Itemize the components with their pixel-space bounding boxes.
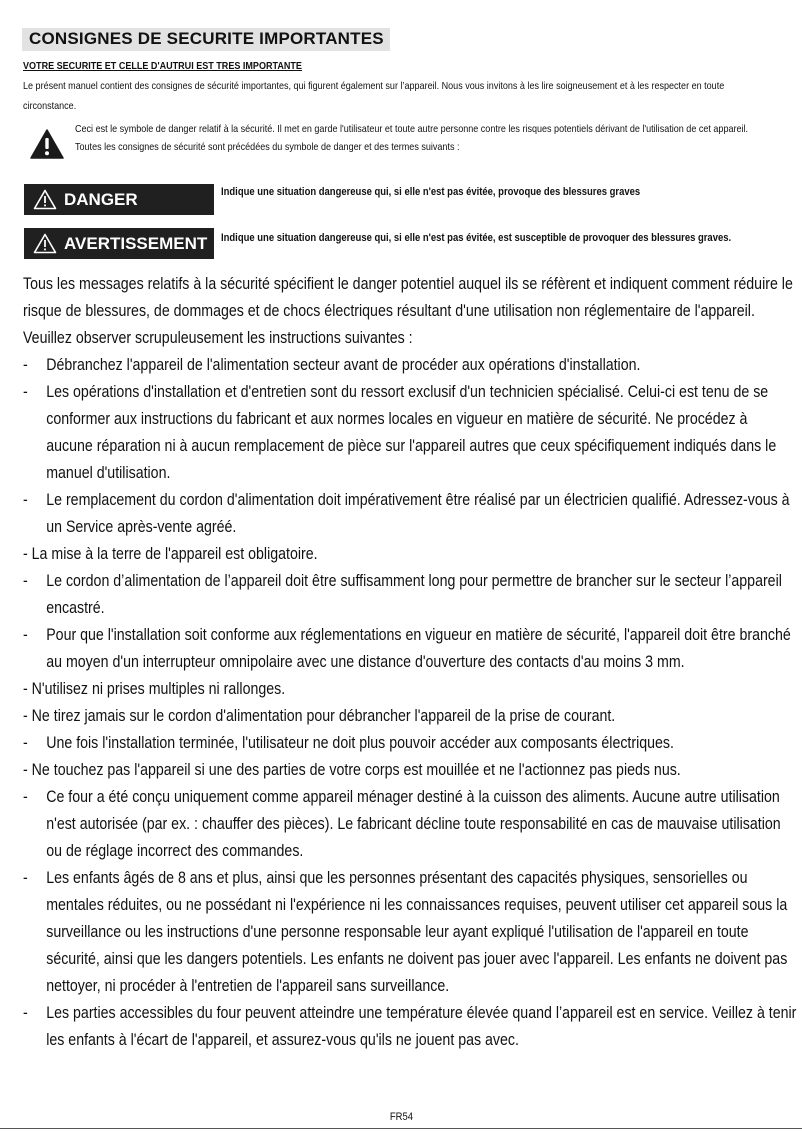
list-item-text: Le cordon d’alimentation de l’appareil doit être suffisamment long pour permettre de brancher sur le secteur l’appareil encastré. — [46, 572, 782, 617]
list-item-text: Les enfants âgés de 8 ans et plus, ainsi que les personnes présentant des capacités physiques, sensorielles ou mentales réduites, ou ne possédant ni l'expérience ni les connaissances requises, peuvent utiliser cet appareil sous la surveillance ou les instructions d'une personne responsable leur ayant expliqué l'utilisation de l'appareil en toute sécurité, ainsi que les dangers potentiels. Les enfants ne doivent pas jouer avec l'appareil. Les enfants ne doivent pas nettoyer, ni procéder à l'entretien de l'appareil sans surveillance. — [46, 869, 788, 995]
list-item — [23, 865, 797, 1000]
danger-description: Indique une situation dangereuse qui, si elle n'est pas évitée, provoque des blessures graves — [221, 186, 641, 198]
list-item-text: Une fois l'installation terminée, l'utilisateur ne doit plus pouvoir accéder aux composants électriques. — [46, 734, 674, 752]
warning-triangle-icon — [33, 189, 57, 210]
list-item-text: Les parties accessibles du four peuvent atteindre une température élevée quand l’appareil est en service. Veillez à tenir les enfants à l'écart de l'appareil, et assurez-vous qu'ils ne jouent pas avec. — [46, 1004, 797, 1049]
list-dash: - — [23, 734, 28, 752]
list-item — [23, 784, 797, 865]
danger-label: DANGER — [64, 189, 138, 209]
list-item-text: Débranchez l'appareil de l'alimentation secteur avant de procéder aux opérations d'installation. — [46, 356, 641, 374]
avertissement-description: Indique une situation dangereuse qui, si elle n'est pas évitée, est susceptible de provoquer des blessures graves. — [221, 232, 732, 244]
list-item — [23, 487, 797, 541]
footer-divider — [0, 1128, 802, 1129]
list-item-text: Le remplacement du cordon d'alimentation doit impérativement être réalisé par un électricien qualifié. Adressez-vous à un Service après-vente agréé. — [46, 491, 790, 536]
danger-badge — [24, 184, 214, 215]
list-item — [23, 379, 797, 487]
list-item — [23, 568, 797, 622]
warning-triangle-icon — [30, 129, 64, 159]
list-dash: - — [23, 383, 28, 401]
list-dash: - — [23, 572, 28, 590]
list-dash: - — [23, 869, 28, 887]
list-item-inline: - Ne tirez jamais sur le cordon d'alimentation pour débrancher l'appareil de la prise de courant. — [23, 707, 616, 725]
list-item-inline: - Ne touchez pas l'appareil si une des parties de votre corps est mouillée et ne l'actionnez pas pieds nus. — [23, 761, 681, 779]
list-item — [23, 1000, 797, 1054]
list-dash: - — [23, 788, 28, 806]
warning-symbol-explanation — [75, 120, 772, 156]
list-item-inline: - La mise à la terre de l'appareil est obligatoire. — [23, 545, 318, 563]
list-dash: - — [23, 491, 28, 509]
warning-symbol-line-1: Ceci est le symbole de danger relatif à la sécurité. Il met en garde l'utilisateur et toute autre personne contre les risques potentiels dérivant de l'utilisation de cet appareil. — [75, 123, 749, 135]
list-item — [23, 730, 797, 757]
avertissement-label: AVERTISSEMENT — [64, 233, 208, 253]
page-title: CONSIGNES DE SECURITE IMPORTANTES — [22, 28, 390, 51]
list-item — [23, 622, 797, 676]
intro-paragraph: Le présent manuel contient des consignes de sécurité importantes, qui figurent également sur l’appareil. Nous vous invitons à les lire soigneusement et à les respecter en toute circonstance. — [23, 80, 725, 112]
subtitle: VOTRE SECURITE ET CELLE D'AUTRUI EST TRES IMPORTANTE — [23, 60, 302, 72]
safety-instructions — [23, 271, 797, 1054]
lead-paragraph: Tous les messages relatifs à la sécurité spécifient le danger potentiel auquel ils se réfèrent et indiquent comment réduire le risque de blessures, de dommages et de chocs électriques résultant d'une utilisation non réglementaire de l'appareil. Veuillez observer scrupuleusement les instructions suivantes : — [23, 275, 793, 347]
avertissement-badge — [24, 228, 214, 259]
list-item-text: Pour que l'installation soit conforme aux réglementations en vigueur en matière de sécurité, l'appareil doit être branché au moyen d'un interrupteur omnipolaire avec une distance d'ouverture des contacts d'au moins 3 mm. — [46, 626, 791, 671]
list-item — [23, 352, 797, 379]
list-dash: - — [23, 356, 28, 374]
list-item-inline: - N'utilisez ni prises multiples ni rallonges. — [23, 680, 286, 698]
warning-triangle-icon — [33, 233, 57, 254]
page-footer — [0, 1111, 802, 1123]
list-item-text: Ce four a été conçu uniquement comme appareil ménager destiné à la cuisson des aliments. Aucune autre utilisation n'est autorisée (par ex. : chauffer des pièces). Le fabricant décline toute responsabilité en cas de mauvaise utilisation ou de réglage incorrect des commandes. — [46, 788, 781, 860]
list-dash: - — [23, 1004, 28, 1022]
list-item-text: Les opérations d'installation et d'entretien sont du ressort exclusif d'un technicien spécialisé. Celui-ci est tenu de se conformer aux instructions du fabricant et aux normes locales en vigueur en matière de sécurité. Ne procédez à aucune réparation ni à aucun remplacement de pièce sur l'appareil autres que ceux spécifiquement indiqués dans le manuel d'utilisation. — [46, 383, 777, 482]
list-dash: - — [23, 626, 28, 644]
page-number: FR54 — [389, 1111, 413, 1123]
warning-symbol-line-2: Toutes les consignes de sécurité sont précédées du symbole de danger et des termes suivants : — [75, 141, 460, 153]
